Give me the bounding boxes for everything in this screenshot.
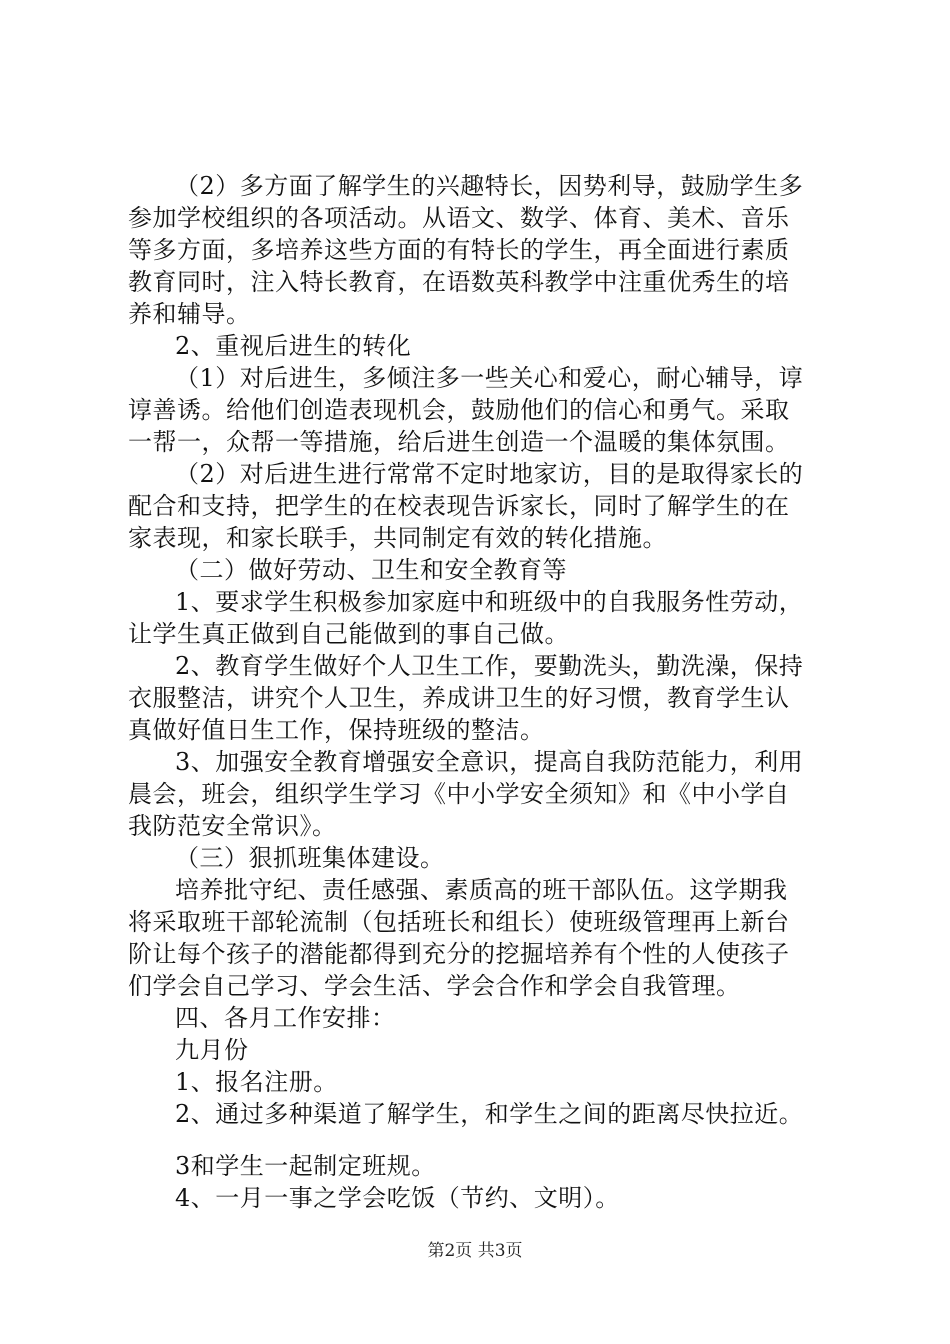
paragraph-line: 谆善诱。给他们创造表现机会，鼓励他们的信心和勇气。采取 xyxy=(128,396,790,424)
paragraph-line: 衣服整洁，讲究个人卫生，养成讲卫生的好习惯，教育学生认 xyxy=(128,684,790,712)
list-item: 2、通过多种渠道了解学生，和学生之间的距离尽快拉近。 xyxy=(175,1100,804,1128)
paragraph-line: 配合和支持，把学生的在校表现告诉家长，同时了解学生的在 xyxy=(128,492,790,520)
section-heading: 2、重视后进生的转化 xyxy=(175,332,412,360)
paragraph-line: 一帮一，众帮一等措施，给后进生创造一个温暖的集体氛围。 xyxy=(128,428,790,456)
paragraph-line: 1、要求学生积极参加家庭中和班级中的自我服务性劳动， xyxy=(175,588,804,616)
list-item: 1、报名注册。 xyxy=(175,1068,338,1096)
page-number-footer: 第2页 共3页 xyxy=(427,1241,523,1261)
paragraph-line: （1）对后进生，多倾注多一些关心和爱心，耐心辅导，谆 xyxy=(175,364,804,392)
paragraph-line: 培养批守纪、责任感强、素质高的班干部队伍。这学期我 xyxy=(175,876,788,904)
paragraph-line: （2）多方面了解学生的兴趣特长，因势利导，鼓励学生多 xyxy=(175,172,804,200)
paragraph-line: 等多方面，多培养这些方面的有特长的学生，再全面进行素质 xyxy=(128,236,790,264)
list-item: 3和学生一起制定班规。 xyxy=(175,1152,436,1180)
paragraph-line: 们学会自己学习、学会生活、学会合作和学会自我管理。 xyxy=(128,972,741,1000)
paragraph-line: 参加学校组织的各项活动。从语文、数学、体育、美术、音乐 xyxy=(128,204,790,232)
paragraph-line: 3、加强安全教育增强安全意识，提高自我防范能力，利用 xyxy=(175,748,804,776)
list-item: 4、一月一事之学会吃饭（节约、文明）。 xyxy=(175,1184,620,1212)
paragraph-line: 2、教育学生做好个人卫生工作，要勤洗头，勤洗澡，保持 xyxy=(175,652,804,680)
paragraph-line: 我防范安全常识》。 xyxy=(128,812,337,840)
paragraph-line: 真做好值日生工作，保持班级的整洁。 xyxy=(128,716,545,744)
section-heading: 四、各月工作安排： xyxy=(175,1004,396,1032)
section-heading: （三）狠抓班集体建设。 xyxy=(175,844,445,872)
paragraph-line: 养和辅导。 xyxy=(128,300,251,328)
paragraph-line: 阶让每个孩子的潜能都得到充分的挖掘培养有个性的人使孩子 xyxy=(128,940,790,968)
paragraph-line: 让学生真正做到自己能做到的事自己做。 xyxy=(128,620,569,648)
paragraph-line: （2）对后进生进行常常不定时地家访，目的是取得家长的 xyxy=(175,460,804,488)
paragraph-line: 晨会，班会，组织学生学习《中小学安全须知》和《中小学自 xyxy=(128,780,790,808)
paragraph-line: 将采取班干部轮流制（包括班长和组长）使班级管理再上新台 xyxy=(128,908,790,936)
paragraph-line: 教育同时，注入特长教育，在语数英科教学中注重优秀生的培 xyxy=(128,268,790,296)
paragraph-line: 家表现，和家长联手，共同制定有效的转化措施。 xyxy=(128,524,667,552)
section-heading: （二）做好劳动、卫生和安全教育等 xyxy=(175,556,567,584)
month-heading: 九月份 xyxy=(175,1036,249,1064)
